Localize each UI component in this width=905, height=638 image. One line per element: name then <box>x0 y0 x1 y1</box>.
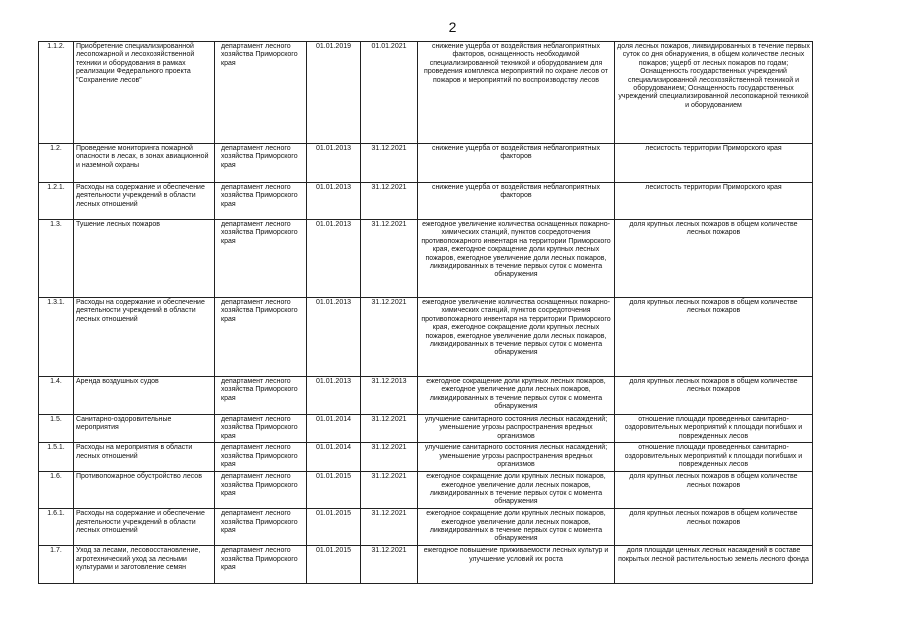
start-date-cell: 01.01.2013 <box>307 183 361 220</box>
target-indicator-cell: отношение площади проведенных санитарно-оздоровительных мероприятий к площади погибших и поврежденных лесов <box>615 443 813 472</box>
executor-cell: департамент лесного хозяйства Приморского края <box>215 377 307 415</box>
table-row <box>39 443 813 472</box>
start-date-cell: 01.01.2013 <box>307 377 361 415</box>
measure-name-cell: Расходы на содержание и обеспечение деятельности учреждений в области лесных отношений <box>74 298 215 377</box>
item-number-cell: 1.3.1. <box>39 298 74 377</box>
end-date-cell: 31.12.2021 <box>361 298 418 377</box>
target-indicator-cell: лесистость территории Приморского края <box>615 144 813 183</box>
table-row <box>39 183 813 220</box>
end-date-cell: 31.12.2021 <box>361 443 418 472</box>
end-date-cell: 31.12.2021 <box>361 472 418 509</box>
start-date-cell: 01.01.2014 <box>307 415 361 443</box>
end-date-cell: 31.12.2021 <box>361 509 418 546</box>
expected-result-cell: ежегодное сокращение доли крупных лесных пожаров, ежегодное увеличение доли лесных пожаров, ликвидированных в течение первых суток с момента обнаружения <box>418 472 615 509</box>
measure-name-cell: Аренда воздушных судов <box>74 377 215 415</box>
measure-name-cell: Приобретение специализированной лесопожарной и лесохозяйственной техники и оборудования в рамках реализации Федерального проекта "Сохранение лесов" <box>74 42 215 144</box>
executor-cell: департамент лесного хозяйства Приморского края <box>215 220 307 298</box>
item-number-cell: 1.7. <box>39 546 74 584</box>
item-number-cell: 1.6.1. <box>39 509 74 546</box>
item-number-cell: 1.4. <box>39 377 74 415</box>
executor-cell: департамент лесного хозяйства Приморского края <box>215 443 307 472</box>
end-date-cell: 31.12.2021 <box>361 144 418 183</box>
expected-result-cell: ежегодное увеличение количества оснащенных пожарно-химических станций, пунктов сосредоточения противопожарного инвентаря на территории Приморского края, ежегодное сокращение доли крупных лесных пожаров, ежегодное увеличение доли лесных пожаров, ликвидированных в течение первых суток с момента обнаружения <box>418 298 615 377</box>
executor-cell: департамент лесного хозяйства Приморского края <box>215 42 307 144</box>
item-number-cell: 1.6. <box>39 472 74 509</box>
expected-result-cell: ежегодное повышение приживаемости лесных культур и улучшение условий их роста <box>418 546 615 584</box>
executor-cell: департамент лесного хозяйства Приморского края <box>215 509 307 546</box>
target-indicator-cell: доля крупных лесных пожаров в общем количестве лесных пожаров <box>615 377 813 415</box>
item-number-cell: 1.1.2. <box>39 42 74 144</box>
table-row <box>39 509 813 546</box>
executor-cell: департамент лесного хозяйства Приморского края <box>215 472 307 509</box>
expected-result-cell: ежегодное сокращение доли крупных лесных пожаров, ежегодное увеличение доли лесных пожаров, ликвидированных в течение первых суток с момента обнаружения <box>418 377 615 415</box>
expected-result-cell: снижение ущерба от воздействия неблагоприятных факторов, оснащенность необходимой специализированной техникой и оборудованием для проведения комплекса мероприятий по охране лесов от пожаров и мероприятий по воспроизводству лесов <box>418 42 615 144</box>
target-indicator-cell: доля лесных пожаров, ликвидированных в течение первых суток со дня обнаружения, в общем количестве лесных пожаров; ущерб от лесных пожаров по годам; Оснащенность государственных учреждений специализированной лесохозяйственной техникой и оборудованием; Оснащенность государственных учреждений специализированной лесопожарной техникой и оборудованием <box>615 42 813 144</box>
table-row <box>39 298 813 377</box>
page-number: 2 <box>448 19 457 35</box>
start-date-cell: 01.01.2013 <box>307 220 361 298</box>
measure-name-cell: Расходы на мероприятия в области лесных отношений <box>74 443 215 472</box>
executor-cell: департамент лесного хозяйства Приморского края <box>215 183 307 220</box>
expected-result-cell: улучшение санитарного состояния лесных насаждений; уменьшение угрозы распространения вредных организмов <box>418 415 615 443</box>
executor-cell: департамент лесного хозяйства Приморского края <box>215 415 307 443</box>
end-date-cell: 31.12.2021 <box>361 183 418 220</box>
end-date-cell: 01.01.2021 <box>361 42 418 144</box>
measure-name-cell: Расходы на содержание и обеспечение деятельности учреждений в области лесных отношений <box>74 183 215 220</box>
expected-result-cell: улучшение санитарного состояния лесных насаждений; уменьшение угрозы распространения вредных организмов <box>418 443 615 472</box>
expected-result-cell: снижение ущерба от воздействия неблагоприятных факторов <box>418 144 615 183</box>
expected-result-cell: снижение ущерба от воздействия неблагоприятных факторов <box>418 183 615 220</box>
target-indicator-cell: доля площади ценных лесных насаждений в составе покрытых лесной растительностью земель лесного фонда <box>615 546 813 584</box>
item-number-cell: 1.3. <box>39 220 74 298</box>
target-indicator-cell: доля крупных лесных пожаров в общем количестве лесных пожаров <box>615 298 813 377</box>
table-row <box>39 42 813 144</box>
item-number-cell: 1.5. <box>39 415 74 443</box>
target-indicator-cell: доля крупных лесных пожаров в общем количестве лесных пожаров <box>615 509 813 546</box>
end-date-cell: 31.12.2021 <box>361 546 418 584</box>
table-row <box>39 546 813 584</box>
target-indicator-cell: отношение площади проведенных санитарно-оздоровительных мероприятий к площади погибших и поврежденных лесов <box>615 415 813 443</box>
program-measures-table <box>38 41 813 584</box>
table-row <box>39 220 813 298</box>
table-row <box>39 415 813 443</box>
target-indicator-cell: доля крупных лесных пожаров в общем количестве лесных пожаров <box>615 220 813 298</box>
table-row <box>39 472 813 509</box>
start-date-cell: 01.01.2015 <box>307 472 361 509</box>
executor-cell: департамент лесного хозяйства Приморского края <box>215 546 307 584</box>
start-date-cell: 01.01.2015 <box>307 509 361 546</box>
executor-cell: департамент лесного хозяйства Приморского края <box>215 144 307 183</box>
measure-name-cell: Санитарно-оздоровительные мероприятия <box>74 415 215 443</box>
table-body <box>39 42 813 584</box>
measure-name-cell: Тушение лесных пожаров <box>74 220 215 298</box>
measure-name-cell: Проведение мониторинга пожарной опасности в лесах, в зонах авиационной и наземной охраны <box>74 144 215 183</box>
table-row <box>39 144 813 183</box>
target-indicator-cell: лесистость территории Приморского края <box>615 183 813 220</box>
start-date-cell: 01.01.2019 <box>307 42 361 144</box>
end-date-cell: 31.12.2021 <box>361 220 418 298</box>
expected-result-cell: ежегодное увеличение количества оснащенных пожарно-химических станций, пунктов сосредоточения противопожарного инвентаря на территории Приморского края, ежегодное сокращение доли крупных лесных пожаров, ежегодное увеличение доли лесных пожаров, ликвидированных в течение первых суток с момента обнаружения <box>418 220 615 298</box>
end-date-cell: 31.12.2021 <box>361 415 418 443</box>
start-date-cell: 01.01.2014 <box>307 443 361 472</box>
expected-result-cell: ежегодное сокращение доли крупных лесных пожаров, ежегодное увеличение доли лесных пожаров, ликвидированных в течение первых суток с момента обнаружения <box>418 509 615 546</box>
item-number-cell: 1.5.1. <box>39 443 74 472</box>
start-date-cell: 01.01.2013 <box>307 298 361 377</box>
end-date-cell: 31.12.2013 <box>361 377 418 415</box>
target-indicator-cell: доля крупных лесных пожаров в общем количестве лесных пожаров <box>615 472 813 509</box>
executor-cell: департамент лесного хозяйства Приморского края <box>215 298 307 377</box>
table-row <box>39 377 813 415</box>
start-date-cell: 01.01.2015 <box>307 546 361 584</box>
start-date-cell: 01.01.2013 <box>307 144 361 183</box>
measure-name-cell: Противопожарное обустройство лесов <box>74 472 215 509</box>
item-number-cell: 1.2.1. <box>39 183 74 220</box>
measure-name-cell: Уход за лесами, лесовосстановление, агротехнический уход за лесными культурами и заготовление семян <box>74 546 215 584</box>
measure-name-cell: Расходы на содержание и обеспечение деятельности учреждений в области лесных отношений <box>74 509 215 546</box>
item-number-cell: 1.2. <box>39 144 74 183</box>
